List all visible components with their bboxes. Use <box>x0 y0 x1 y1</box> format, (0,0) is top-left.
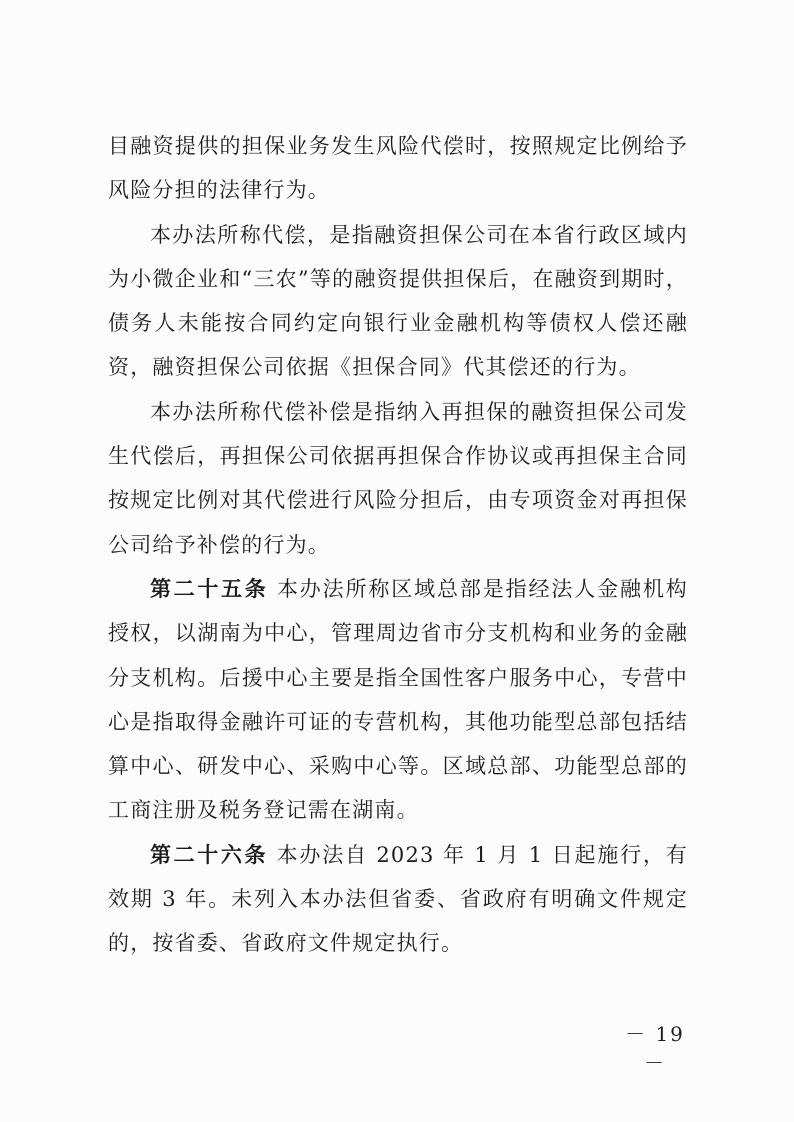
article-26 <box>108 833 688 966</box>
paragraph-3-text: 本办法所称代偿补偿是指纳入再担保的融资担保公司发生代偿后，再担保公司依据再担保合作协议或再担保主合同按规定比例对其代偿进行风险分担后，由专项资金对再担保公司给予补偿的行为。 <box>108 399 688 557</box>
paragraph-1 <box>108 124 688 213</box>
paragraph-3 <box>108 390 688 567</box>
paragraph-2-text: 本办法所称代偿，是指融资担保公司在本省行政区域内为小微企业和“三农”等的融资提供担保后，在融资到期时，债务人未能按合同约定向银行业金融机构等债权人偿还融资，融资担保公司依据《担保合同》代其偿还的行为。 <box>108 222 688 380</box>
article-25 <box>108 567 688 833</box>
article-26-text: 本办法自 2023 年 1 月 1 日起施行，有效期 3 年。未列入本办法但省委、省政府有明确文件规定的，按省委、省政府文件规定执行。 <box>108 842 689 956</box>
article-25-text: 本办法所称区域总部是指经法人金融机构授权，以湖南为中心，管理周边省市分支机构和业务的金融分支机构。后援中心主要是指全国性客户服务中心，专营中心是指取得金融许可证的专营机构，其他功能型总部包括结算中心、研发中心、采购中心等。区域总部、功能型总部的工商注册及税务登记需在湖南。 <box>108 576 688 823</box>
page-number: － 19 － <box>625 1022 685 1075</box>
paragraph-2 <box>108 213 688 390</box>
document-body <box>108 124 688 966</box>
article-26-heading: 第二十六条 <box>150 842 269 867</box>
paragraph-1-text: 目融资提供的担保业务发生风险代偿时，按照规定比例给予风险分担的法律行为。 <box>108 134 688 203</box>
article-25-heading: 第二十五条 <box>150 576 269 601</box>
